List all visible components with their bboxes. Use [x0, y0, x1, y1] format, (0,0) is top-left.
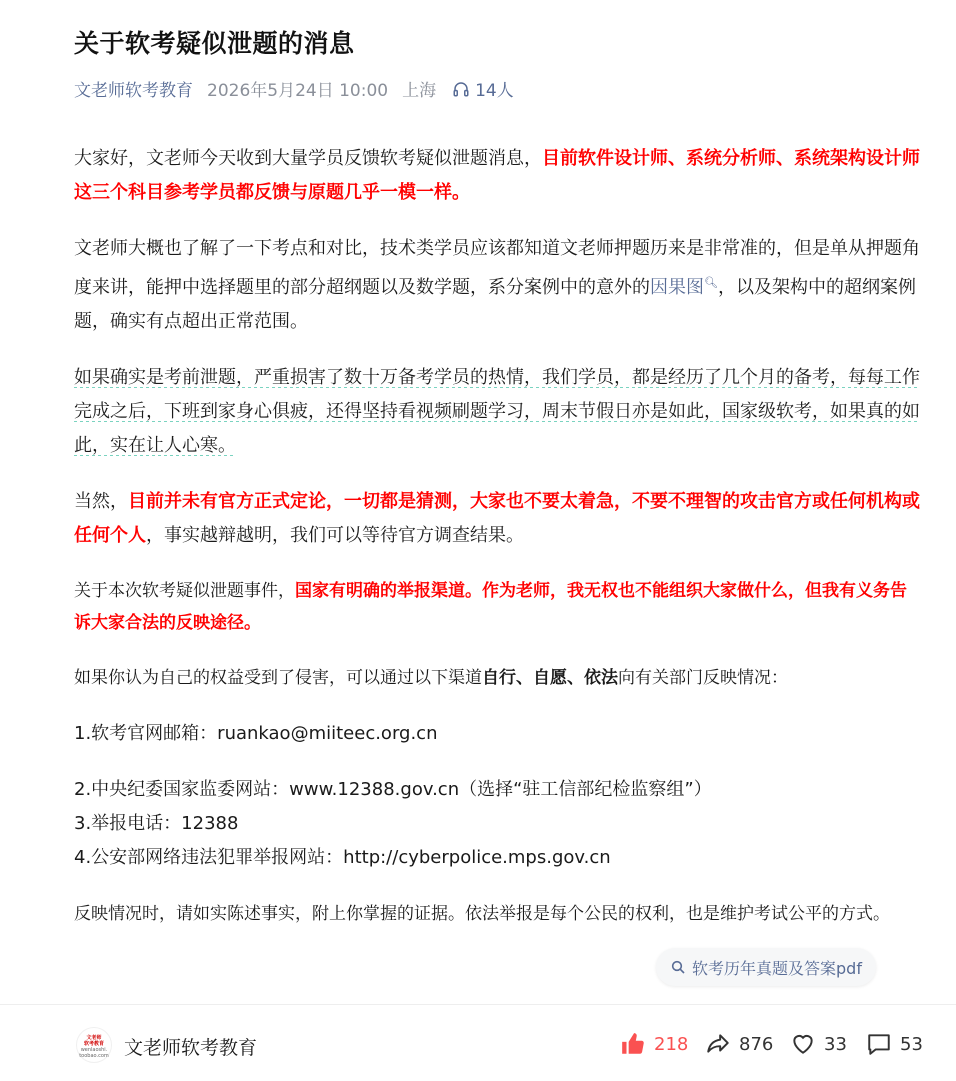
paragraph-text: 如果你认为自己的权益受到了侵害，可以通过以下渠道: [74, 668, 482, 688]
paragraph-6: [74, 661, 922, 695]
article-meta: [74, 76, 514, 101]
publish-location: 上海: [402, 81, 437, 101]
avatar-text: wenlaoshi.: [80, 1047, 108, 1053]
paragraph-3: [74, 361, 922, 463]
bold-text: 自行、自愿、依法: [482, 668, 618, 688]
share-count: 876: [739, 1033, 774, 1055]
avatar-text: 文老师: [86, 1035, 102, 1041]
account-name[interactable]: 文老师软考教育: [124, 1037, 258, 1059]
favorite-count: 33: [824, 1033, 847, 1055]
avatar-text: 软考教育: [83, 1041, 104, 1047]
search-link[interactable]: [650, 277, 718, 298]
search-icon: [670, 959, 686, 975]
channel-item-3: 3.举报电话：12388: [74, 813, 239, 834]
paragraph-text: ，事实越辩越明，我们可以等待官方调查结果。: [146, 525, 524, 546]
underlined-text: 如果确实是考前泄题，严重损害了数十万备考学员的热情，我们学员，都是经历了几个月的备考，每每工作完成之后，下班到家身心俱疲，还得坚持看视频刷题学习，周末节假日亦是如此，国家级软考，如果真的如此，实在让人心寒。: [74, 367, 920, 456]
thumbs-up-icon: [620, 1031, 646, 1057]
article-body: [74, 142, 922, 953]
paragraph-text: 关于本次软考疑似泄题事件，: [74, 581, 295, 601]
channel-item-1: 1.软考官网邮箱：ruankao@miiteec.org.cn: [74, 723, 438, 744]
comment-button[interactable]: [866, 1031, 923, 1057]
search-link-label: 因果图: [650, 277, 704, 298]
avatar[interactable]: [76, 1027, 112, 1063]
channel-item-2: 2.中央纪委国家监委网站：www.12388.gov.cn（选择“驻工信部纪检监察组”）: [74, 779, 712, 800]
author-link[interactable]: 文老师软考教育: [74, 81, 193, 101]
listen-button[interactable]: [452, 76, 514, 101]
related-search-label: 软考历年真题及答案pdf: [692, 958, 862, 978]
related-search-button[interactable]: [656, 948, 876, 986]
highlight-red: 目前软件设计师、系统分析师、系统架构设计师这三个科目参考学员都反馈与原题几乎一模一样。: [74, 148, 920, 203]
avatar-text: toobao.com: [79, 1053, 109, 1059]
heart-icon: [790, 1031, 816, 1057]
paragraph-7: 反映情况时，请如实陈述事实，附上你掌握的证据。依法举报是每个公民的权利，也是维护考试公平的方式。: [74, 904, 890, 924]
highlight-red: 目前并未有官方正式定论，一切都是猜测，大家也不要太着急，不要不理智的攻击官方或任何机构或任何个人: [74, 491, 920, 546]
paragraph-5: [74, 575, 922, 639]
paragraph-text: 文老师大概也了解了一下考点和对比，技术类学员应该都知道文老师押题历来是非常准的，但是单从押题角度来讲，能押中选择题里的部分超纲题以及数学题，系分案例中的意外的: [74, 238, 920, 298]
headphones-icon: [452, 80, 470, 98]
search-icon: 🔍︎: [704, 276, 718, 289]
like-count: 218: [654, 1033, 689, 1055]
like-button[interactable]: [620, 1031, 688, 1057]
paragraph-1: [74, 142, 922, 210]
comment-count: 53: [900, 1033, 923, 1055]
comment-icon: [866, 1031, 892, 1057]
paragraph-text: 向有关部门反映情况：: [618, 668, 788, 688]
publish-date: 2026年5月24日 10:00: [207, 81, 389, 101]
paragraph-text: 大家好，文老师今天收到大量学员反馈软考疑似泄题消息，: [74, 148, 542, 169]
paragraph-text: ，以及架构中的超纲案例题，确实有点超出正常范围。: [74, 277, 916, 332]
article-title: 关于软考疑似泄题的消息: [74, 29, 355, 58]
listener-count: 14人: [475, 81, 514, 101]
paragraph-2: [74, 232, 922, 339]
bottom-toolbar: [0, 1004, 956, 1081]
favorite-button[interactable]: [790, 1031, 847, 1057]
share-icon: [705, 1031, 731, 1057]
share-button[interactable]: [705, 1031, 773, 1057]
paragraph-text: 当然，: [74, 491, 128, 512]
paragraph-4: [74, 485, 922, 553]
highlight-red: 国家有明确的举报渠道。作为老师，我无权也不能组织大家做什么，但我有义务告诉大家合法的反映途径。: [74, 581, 907, 633]
channel-item-4: 4.公安部网络违法犯罪举报网站：http://cyberpolice.mps.gov.cn: [74, 847, 611, 868]
